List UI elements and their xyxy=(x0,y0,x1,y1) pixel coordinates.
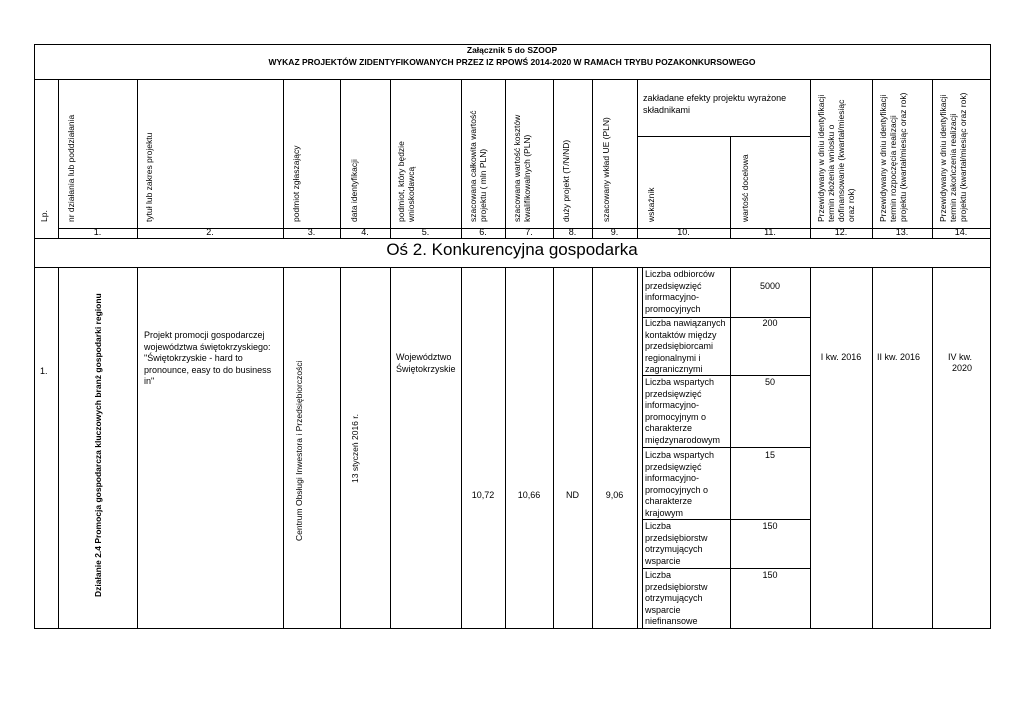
col-big-project-header: duży projekt (T/N/ND) xyxy=(561,139,571,222)
col-line xyxy=(137,79,138,238)
col-number: 3. xyxy=(307,227,316,237)
col-number: 5. xyxy=(421,227,430,237)
indicator-divider xyxy=(642,519,811,520)
col-line xyxy=(553,267,554,628)
header-line-2: WYKAZ PROJEKTÓW ZIDENTYFIKOWANYCH PRZEZ IZ RPOWŚ 2014-2020 W RAMACH TRYBU POZAKONKURSOWEGO xyxy=(268,57,756,67)
row-eu-contribution: 9,06 xyxy=(605,490,624,500)
row-date: 13 styczeń 2016 r. xyxy=(350,414,360,483)
col-number: 7. xyxy=(525,227,533,237)
row-title: Projekt promocji gospodarczej województwa świętokrzyskiego: "Świętokrzyskie - hard to pronounce, easy to do business in" xyxy=(144,330,272,386)
indicator-name: Liczba odbiorców przedsięwzięć informacyjno-promocyjnych xyxy=(645,269,715,314)
indicator-name: Liczba wspartych przedsięwzięć informacyjno-promocyjnym o charakterze międzynarodowym xyxy=(645,377,721,445)
row-applicant: Województwo Świętokrzyskie xyxy=(396,352,456,374)
col-line xyxy=(872,267,873,628)
row-big-project: ND xyxy=(566,490,579,500)
col-line xyxy=(505,79,506,238)
col-date-header: data identyfikacji xyxy=(349,159,359,222)
col-line xyxy=(283,79,284,238)
col-line xyxy=(137,267,138,628)
col-line xyxy=(637,267,638,628)
col-line xyxy=(340,267,341,628)
col-applicant-header: podmiot, który będzie wnioskodawcą xyxy=(396,141,416,222)
col-number: 2. xyxy=(206,227,214,237)
effects-group-header: zakładane efekty projektu wyrażone składnikami xyxy=(643,93,787,115)
col-line xyxy=(390,267,391,628)
col-title-header: tytuł lub zakres projektu xyxy=(144,132,154,222)
indicator-value: 50 xyxy=(764,377,775,387)
col-reporter-header: podmiot zgłaszający xyxy=(291,145,301,222)
axis-title: Oś 2. Konkurencyjna gospodarka xyxy=(386,240,638,259)
effects-divider xyxy=(637,136,811,137)
col-number: 14. xyxy=(954,227,968,237)
row-lp: 1. xyxy=(40,366,48,376)
row-total-value: 10,72 xyxy=(471,490,495,500)
row-eligible-costs: 10,66 xyxy=(517,490,541,500)
col-line xyxy=(592,267,593,628)
col-eu-header: szacowany wkład UE (PLN) xyxy=(601,117,611,222)
col-line xyxy=(390,79,391,238)
col-line xyxy=(730,136,731,238)
row-submission: I kw. 2016 xyxy=(820,352,862,362)
indicator-value: 200 xyxy=(762,318,778,328)
col-submission-header: Przewidywany w dniu identyfikacji termin złożenia wniosku o dofinansowanie (kwartał/miesiąc oraz rok) xyxy=(816,94,856,222)
col-line xyxy=(340,79,341,238)
indicator-name: Liczba wspartych przedsięwzięć informacyjno-promocyjnych o charakterze krajowym xyxy=(645,450,715,518)
indicator-value: 150 xyxy=(762,521,778,531)
col-line xyxy=(461,79,462,238)
indicator-value: 150 xyxy=(762,570,778,580)
row-applicant-reporter: Centrum Obsługi Inwestora i Przedsiębiorczości xyxy=(294,360,304,541)
col-line xyxy=(505,267,506,628)
col-indicator-header: wskaźnik xyxy=(646,187,656,222)
indicator-value: 5000 xyxy=(759,281,781,291)
col-number: 9. xyxy=(610,227,619,237)
header-divider xyxy=(34,79,991,80)
col-line xyxy=(932,79,933,238)
col-line xyxy=(58,79,59,238)
col-end-header: Przewidywany w dniu identyfikacji termin zakończenia realizacji projektu (kwartał/miesiąc oraz rok) xyxy=(938,92,968,222)
frame-left xyxy=(34,44,35,629)
col-number: 6. xyxy=(479,227,487,237)
col-line xyxy=(872,79,873,238)
col-lp-header: Lp. xyxy=(39,210,49,222)
col-total-value-header: szacowana całkowita wartość projektu ( mln PLN) xyxy=(468,110,488,222)
col-line xyxy=(637,79,638,238)
col-line xyxy=(553,79,554,238)
frame-right xyxy=(990,44,991,629)
col-line xyxy=(461,267,462,628)
col-line xyxy=(810,79,811,238)
col-target-header: wartość docelowa xyxy=(740,154,750,222)
col-number: 4. xyxy=(361,227,369,237)
col-eligible-header: szacowana wartość kosztów kwalifikowalnych (PLN) xyxy=(512,114,532,222)
col-start-header: Przewidywany w dniu identyfikacji termin rozpoczęcia realizacji projektu (kwartał/miesiąc oraz rok) xyxy=(878,92,908,222)
indicator-name: Liczba przedsiębiorstw otrzymujących wsparcie xyxy=(645,521,708,566)
col-line xyxy=(592,79,593,238)
col-line xyxy=(932,267,933,628)
header-line-1: Załącznik 5 do SZOOP xyxy=(466,45,558,55)
indicator-divider xyxy=(642,447,811,448)
col-action-header: nr działania lub poddziałania xyxy=(66,114,76,222)
row-start: II kw. 2016 xyxy=(877,352,921,362)
indicator-name: Liczba nawiązanych kontaktów między przedsiębiorcami regionalnymi i zagranicznymi xyxy=(645,318,726,374)
indicator-name: Liczba przedsiębiorstw otrzymujących wsparcie niefinansowe xyxy=(645,570,708,626)
col-number: 8. xyxy=(568,227,577,237)
row-end: IV kw. 2020 xyxy=(947,352,972,373)
axis-row-bottom xyxy=(34,267,991,268)
col-number: 10. xyxy=(677,227,690,237)
col-number: 12. xyxy=(834,227,848,237)
indicator-divider xyxy=(642,568,811,569)
col-number: 13. xyxy=(895,227,909,237)
col-number: 11. xyxy=(764,227,776,237)
col-number: 1. xyxy=(93,227,102,237)
indicator-value: 15 xyxy=(764,450,775,460)
row-action: Działanie 2.4 Promocja gospodarcza kluczowych branż gospodarki regionu xyxy=(93,293,103,597)
col-line xyxy=(283,267,284,628)
col-line xyxy=(58,267,59,628)
frame-bottom xyxy=(34,628,991,629)
